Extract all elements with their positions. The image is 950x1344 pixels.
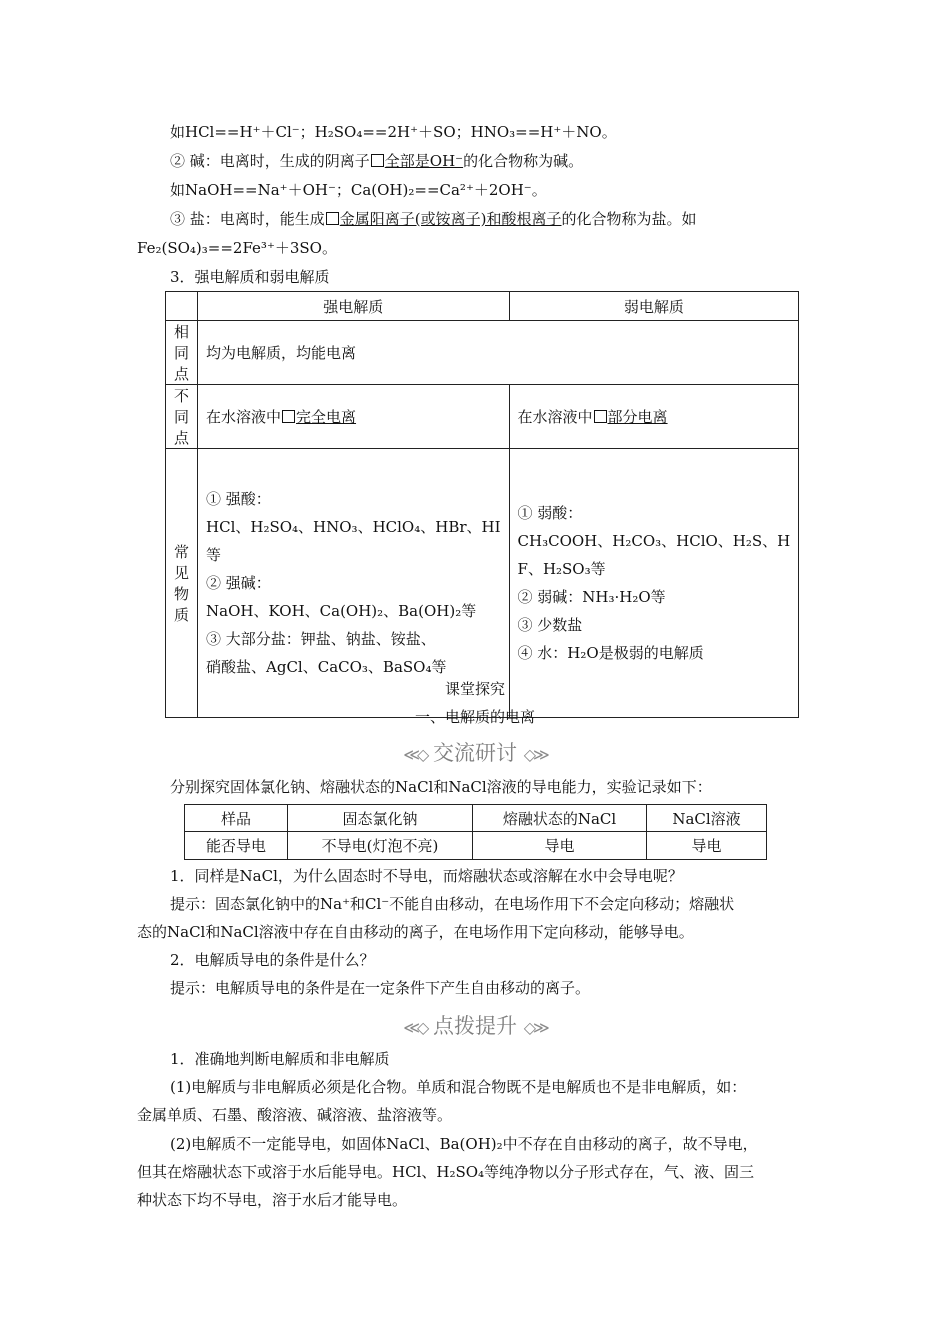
- acid-example: 如HCl==H⁺＋Cl⁻；H₂SO₄==2H⁺＋SO；HNO₃==H⁺＋NO。: [170, 123, 617, 141]
- base-def-prefix: ② 碱：电离时，生成的阴离子: [170, 152, 370, 170]
- cond-header: NaCl溶液: [647, 805, 767, 832]
- classroom-title: 课堂探究: [444, 680, 505, 698]
- base-def-suffix: 的化合物称为碱。: [463, 152, 584, 170]
- base-definition: [170, 151, 583, 171]
- tip1-p2-line2: 但其在熔融状态下或溶于水后能导电。HCl、H₂SO₄等纯净物以分子形式存在，气、液、固三: [137, 1163, 755, 1181]
- ornament-left-icon: ≪◇: [403, 745, 427, 764]
- blank-box-icon: [371, 154, 384, 167]
- row-label-diff: 不同点: [166, 385, 198, 449]
- weak-line: ② 弱碱：NH₃·H₂O等: [517, 588, 666, 606]
- base-def-blank: 全部是OH⁻: [384, 152, 464, 170]
- strong-line: ③ 大部分盐：钾盐、钠盐、铵盐、: [206, 630, 436, 648]
- classroom-subtitle: 一、电解质的电离: [414, 708, 535, 726]
- cond-header: 熔融状态的NaCl: [473, 805, 647, 832]
- cond-header: 样品: [185, 805, 288, 832]
- question-1: 1．同样是NaCl，为什么固态时不导电，而熔融状态或溶解在水中会导电呢？: [170, 867, 683, 885]
- diff-strong-blank: 完全电离: [296, 408, 357, 426]
- row-value-same: 均为电解质，均能电离: [198, 321, 799, 385]
- table-row: [166, 292, 799, 321]
- base-example: 如NaOH==Na⁺＋OH⁻；Ca(OH)₂==Ca²⁺＋2OH⁻。: [170, 181, 547, 199]
- ornament-left-icon: ≪◇: [403, 1018, 427, 1037]
- blank-box-icon: [594, 410, 607, 423]
- cond-cell: 能否导电: [185, 832, 288, 860]
- weak-line: ③ 少数盐: [517, 616, 583, 634]
- diff-weak-prefix: 在水溶液中: [517, 408, 593, 426]
- tips-banner-text: 点拨提升: [433, 1014, 517, 1038]
- tip1-p1-line1: (1)电解质与非电解质必须是化合物。单质和混合物既不是电解质也不是非电解质，如：: [170, 1078, 747, 1096]
- tip1-p2-line1: (2)电解质不一定能导电，如固体NaCl、Ba(OH)₂中不存在自由移动的离子，故不导电，: [170, 1135, 758, 1153]
- strong-line: ② 强碱：: [206, 574, 271, 592]
- salt-def-suffix: 的化合物称为盐。如: [561, 210, 697, 228]
- strong-line: NaOH、KOH、Ca(OH)₂、Ba(OH)₂等: [206, 602, 477, 620]
- weak-line: F、H₂SO₃等: [517, 560, 606, 578]
- weak-line: CH₃COOH、H₂CO₃、HClO、H₂S、H: [517, 532, 791, 550]
- section3-heading: 3．强电解质和弱电解质: [170, 268, 330, 286]
- diff-weak-blank: 部分电离: [607, 408, 668, 426]
- salt-def-prefix: ③ 盐：电离时，能生成: [170, 210, 325, 228]
- answer-2: 提示：电解质导电的条件是在一定条件下产生自由移动的离子。: [170, 979, 591, 997]
- experiment-intro: 分别探究固体氯化钠、熔融状态的NaCl和NaCl溶液的导电能力，实验记录如下：: [170, 778, 712, 796]
- answer-1-line2: 态的NaCl和NaCl溶液中存在自由移动的离子，在电场作用下定向移动，能够导电。: [137, 923, 694, 941]
- strong-line: ① 强酸：: [206, 490, 271, 508]
- ornament-right-icon: ◇≫: [523, 1018, 547, 1037]
- salt-definition: [170, 209, 697, 229]
- cond-cell: 导电: [473, 832, 647, 860]
- cond-cell: 不导电(灯泡不亮): [288, 832, 473, 860]
- cond-cell: 导电: [647, 832, 767, 860]
- salt-example: Fe₂(SO₄)₃==2Fe³⁺＋3SO。: [137, 239, 337, 257]
- header-weak: 弱电解质: [509, 292, 799, 321]
- diff-strong-prefix: 在水溶液中: [206, 408, 282, 426]
- ornament-right-icon: ◇≫: [523, 745, 547, 764]
- blank-box-icon: [326, 212, 339, 225]
- exchange-banner: [0, 740, 950, 768]
- exchange-banner-text: 交流研讨: [433, 741, 517, 765]
- answer-1-line1: 提示：固态氯化钠中的Na⁺和Cl⁻不能自由移动，在电场作用下不会定向移动；熔融状: [170, 895, 735, 913]
- strong-line: 硝酸盐、AgCl、CaCO₃、BaSO₄等: [206, 658, 447, 676]
- blank-box-icon: [282, 410, 295, 423]
- row-label-common: 常见物质: [166, 449, 198, 718]
- tip1-p1-line2: 金属单质、石墨、酸溶液、碱溶液、盐溶液等。: [137, 1106, 453, 1124]
- conductivity-table: [184, 804, 767, 860]
- diff-weak-cell: [509, 385, 799, 449]
- electrolyte-table: [165, 291, 799, 718]
- salt-def-blank: 金属阳离子(或铵离子)和酸根离子: [339, 210, 562, 228]
- cond-header: 固态氯化钠: [288, 805, 473, 832]
- weak-line: ① 弱酸：: [517, 504, 583, 522]
- question-2: 2．电解质导电的条件是什么？: [170, 951, 375, 969]
- diff-strong-cell: [198, 385, 510, 449]
- table-row: [185, 832, 767, 860]
- table-row: [166, 321, 799, 385]
- table-corner-cell: [166, 292, 198, 321]
- row-label-same: 相同点: [166, 321, 198, 385]
- tip1-heading: 1．准确地判断电解质和非电解质: [170, 1050, 390, 1068]
- table-row: [185, 805, 767, 832]
- tip1-p2-line3: 种状态下均不导电，溶于水后才能导电。: [137, 1191, 408, 1209]
- strong-line: HCl、H₂SO₄、HNO₃、HClO₄、HBr、HI: [206, 518, 501, 536]
- header-strong: 强电解质: [198, 292, 510, 321]
- weak-line: ④ 水：H₂O是极弱的电解质: [517, 644, 704, 662]
- table-row: [166, 385, 799, 449]
- strong-line: 等: [206, 546, 222, 564]
- tips-banner: [0, 1013, 950, 1041]
